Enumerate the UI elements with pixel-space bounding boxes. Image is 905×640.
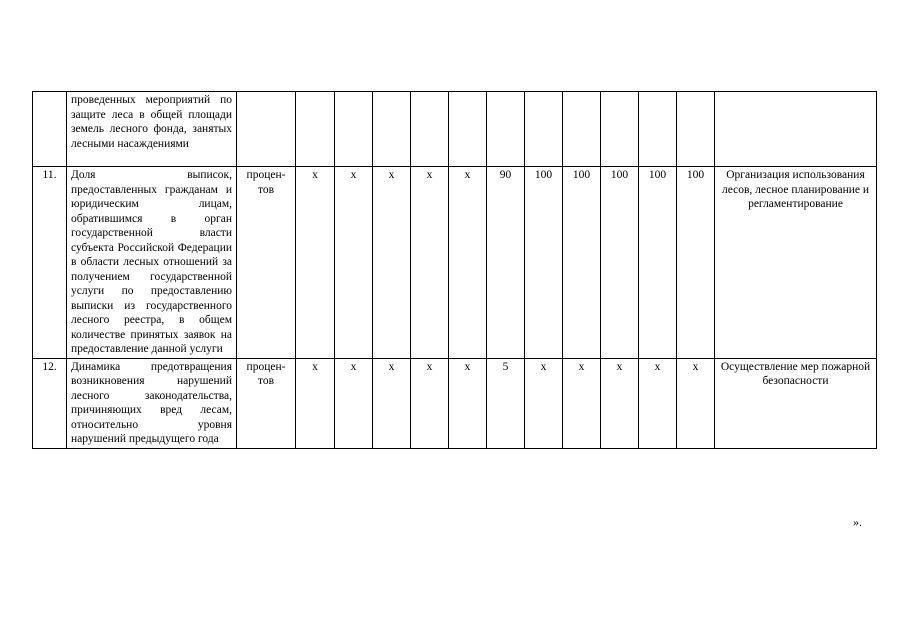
table-row [33,358,877,448]
value-cell: х [373,358,411,448]
value-cell: х [525,358,563,448]
value-cell [601,92,639,167]
value-cell: 100 [639,167,677,359]
value-cell [677,92,715,167]
value-cell: 100 [677,167,715,359]
value-cell: 100 [525,167,563,359]
unit-cell [237,92,296,167]
value-cell [373,92,411,167]
value-cell: х [296,167,335,359]
value-cell: х [449,167,487,359]
value-cell: 5 [487,358,525,448]
value-cell [487,92,525,167]
table-row [33,92,877,167]
value-cell: х [411,358,449,448]
value-cell [449,92,487,167]
program-cell [715,92,877,167]
value-cell: х [449,358,487,448]
row-number [33,92,67,167]
value-cell: х [296,358,335,448]
value-cell: 90 [487,167,525,359]
value-cell: х [335,167,373,359]
closing-quote: ». [853,515,862,529]
unit-cell: процен-тов [237,167,296,359]
value-cell [296,92,335,167]
value-cell: х [335,358,373,448]
value-cell: 100 [563,167,601,359]
value-cell: х [411,167,449,359]
value-cell: х [639,358,677,448]
row-number: 12. [33,358,67,448]
program-cell: Организация использования лесов, лесное планирование и регламентирование [715,167,877,359]
value-cell [525,92,563,167]
value-cell: х [563,358,601,448]
indicator-text: Доля выписок, предоставленных гражданам и юридическим лицам, обратившимся в орган государственной власти субъекта Российской Федерации в области лесных отношений за получением государственной услуги по предоставлению выписки из государственного лесного реестра, в общем количестве принятых заявок на предоставление данной услуги [67,167,237,359]
value-cell: х [677,358,715,448]
indicator-text: Динамика предотвращения возникновения нарушений лесного законодательства, причиняющих вред лесам, относительно уровня нарушений предыдущего года [67,358,237,448]
value-cell: х [373,167,411,359]
value-cell [335,92,373,167]
indicator-text: проведенных мероприятий по защите леса в общей площади земель лесного фонда, занятых лесными насаждениями [67,92,237,167]
value-cell [563,92,601,167]
value-cell [639,92,677,167]
row-number: 11. [33,167,67,359]
value-cell [411,92,449,167]
value-cell: х [601,358,639,448]
unit-cell: процен-тов [237,358,296,448]
program-cell: Осуществление мер пожарной безопасности [715,358,877,448]
value-cell: 100 [601,167,639,359]
table-row [33,167,877,359]
indicators-table [32,91,877,449]
